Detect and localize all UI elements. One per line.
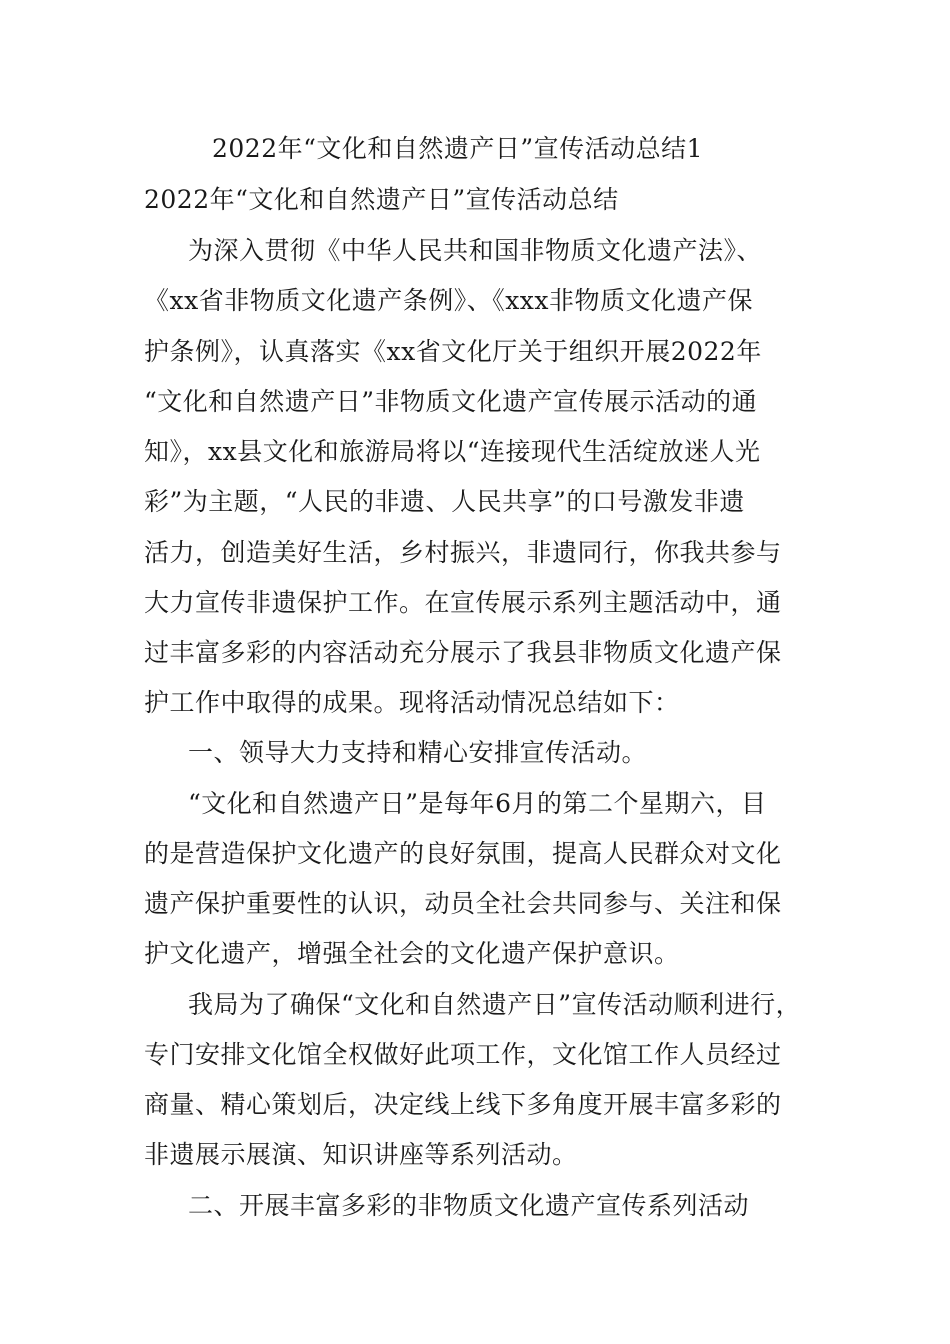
paragraph-line: 护工作中取得的成果。现将活动情况总结如下： <box>144 688 680 717</box>
section-heading: 一、领导大力支持和精心安排宣传活动。 <box>188 738 648 767</box>
paragraph-line: 专门安排文化馆全权做好此项工作，文化馆工作人员经过 <box>144 1040 782 1069</box>
paragraph-line: 护条例》，认真落实《xx省文化厅关于组织开展2022年 <box>144 337 762 366</box>
section-heading: 二、开展丰富多彩的非物质文化遗产宣传系列活动 <box>188 1191 750 1220</box>
document-subtitle: 2022年“文化和自然遗产日”宣传活动总结 <box>144 185 619 214</box>
paragraph-line: 《xx省非物质文化遗产条例》、《xxx非物质文化遗产保 <box>144 286 753 315</box>
paragraph-line: “文化和自然遗产日”是每年6月的第二个星期六，目 <box>188 789 767 818</box>
paragraph-line: 彩”为主题，“人民的非遗、人民共享”的口号激发非遗 <box>144 487 745 516</box>
paragraph-line: 为深入贯彻《中华人民共和国非物质文化遗产法》、 <box>188 236 763 265</box>
paragraph-line: 活力，创造美好生活，乡村振兴，非遗同行，你我共参与 <box>144 538 782 567</box>
paragraph-line: 我局为了确保“文化和自然遗产日”宣传活动顺利进行， <box>188 990 802 1019</box>
paragraph-line: 遗产保护重要性的认识，动员全社会共同参与、关注和保 <box>144 889 782 918</box>
paragraph-line: 知》，xx县文化和旅游局将以“连接现代生活绽放迷人光 <box>144 437 761 466</box>
paragraph-line: 护文化遗产，增强全社会的文化遗产保护意识。 <box>144 939 680 968</box>
paragraph-line: 非遗展示展演、知识讲座等系列活动。 <box>144 1140 578 1169</box>
document-title: 2022年“文化和自然遗产日”宣传活动总结1 <box>212 134 704 163</box>
paragraph-line: 商量、精心策划后，决定线上线下多角度开展丰富多彩的 <box>144 1090 782 1119</box>
paragraph-line: 的是营造保护文化遗产的良好氛围，提高人民群众对文化 <box>144 839 782 868</box>
paragraph-line: “文化和自然遗产日”非物质文化遗产宣传展示活动的通 <box>144 387 758 416</box>
paragraph-line: 大力宣传非遗保护工作。在宣传展示系列主题活动中，通 <box>144 588 782 617</box>
paragraph-line: 过丰富多彩的内容活动充分展示了我县非物质文化遗产保 <box>144 638 782 667</box>
